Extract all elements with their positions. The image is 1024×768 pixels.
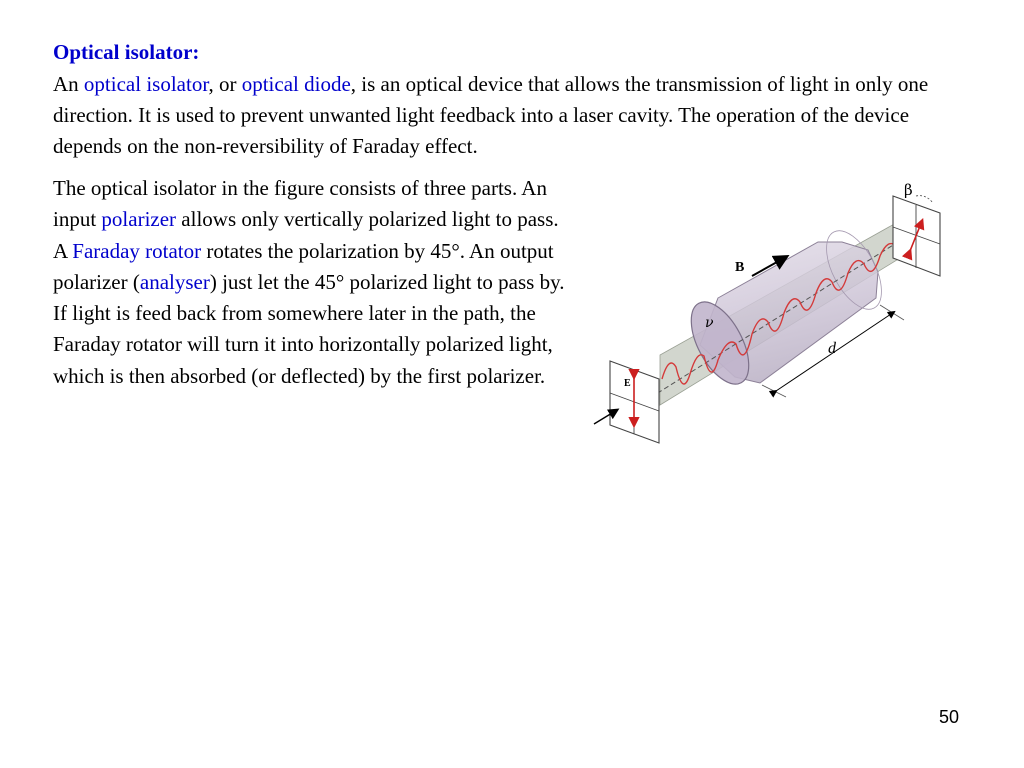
polarizer-link[interactable]: polarizer	[101, 207, 177, 232]
analyser-link[interactable]: analyser	[139, 269, 210, 294]
slide-heading: Optical isolator:	[53, 40, 200, 64]
page-number: 50	[939, 707, 960, 727]
description-paragraph	[53, 173, 573, 392]
intro-text-2: , or	[208, 72, 242, 96]
frequency-label: ν	[705, 315, 714, 331]
body-text-2: allows only vertically polarized light to pass. A	[53, 207, 559, 263]
output-analyser	[893, 196, 940, 276]
rotation-angle-arc	[916, 196, 933, 203]
e-field-label: E	[624, 378, 631, 389]
intro-text-3: , is an optical device that allows the transmission of light in only one direction. It is used to prevent unwanted light feedback into a laser cavity. The operation of the device depends on the non-reversibility of Faraday effect.	[53, 72, 929, 158]
intro-text-1: An	[53, 72, 84, 96]
optical-diode-link[interactable]: optical diode	[241, 72, 351, 96]
body-text-3: rotates the polarization by 45°. An output polarizer (	[53, 238, 554, 294]
intro-paragraph	[53, 69, 973, 162]
optical-isolator-link[interactable]: optical isolator	[83, 72, 209, 96]
body-text-1: The optical isolator in the figure consists of three parts. An input	[53, 176, 547, 232]
body-text-4: ) just let the 45° polarized light to pass by. If light is feed back from somewhere later in the path, the Faraday rotator will turn it into horizontally polarized light, which is then absorbed (or deflected) by the first polarizer.	[53, 269, 565, 388]
input-polarizer	[610, 361, 659, 443]
isolator-diagram	[588, 178, 948, 450]
magnetic-field-label: B	[735, 260, 745, 275]
beta-label: β	[904, 181, 913, 199]
faraday-rotator-link[interactable]: Faraday rotator	[72, 238, 202, 263]
length-label: d	[828, 340, 836, 357]
